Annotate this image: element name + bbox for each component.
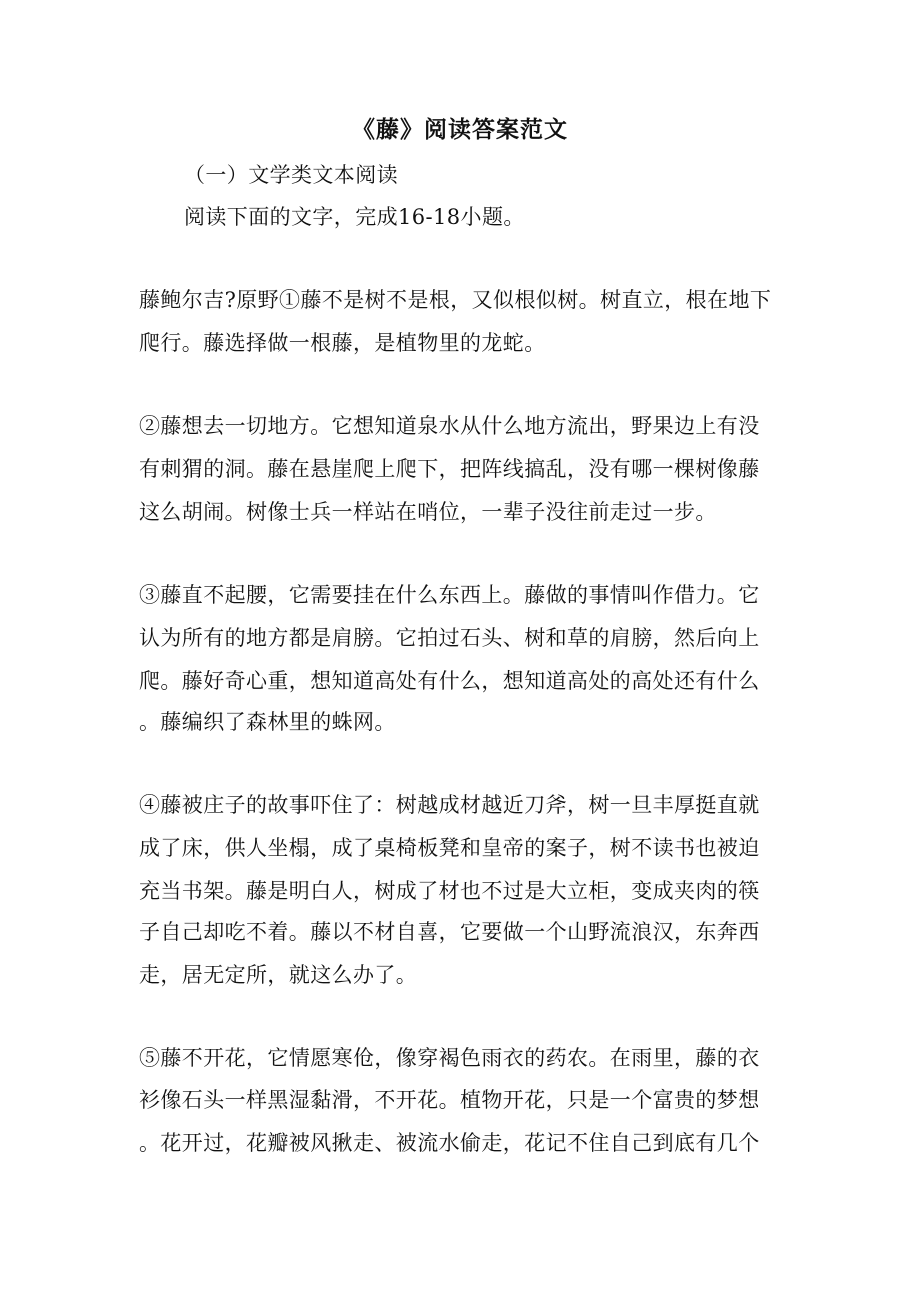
paragraph-line: 成了床，供人坐榻，成了桌椅板凳和皇帝的案子，树不读书也被迫 — [139, 836, 760, 860]
document-title: 《藤》阅读答案范文 — [352, 116, 568, 143]
section-heading: （一）文学类文本阅读 — [184, 163, 398, 187]
paragraph-line: 子自己却吃不着。藤以不材自喜，它要做一个山野流浪汉，东奔西 — [139, 920, 760, 944]
paragraph-line: 爬。藤好奇心重，想知道高处有什么，想知道高处的高处还有什么 — [139, 669, 760, 693]
paragraph-line: ④藤被庄子的故事吓住了：树越成材越近刀斧，树一旦丰厚挺直就 — [139, 793, 760, 817]
paragraph-line: 走，居无定所，就这么办了。 — [139, 963, 418, 987]
instruction-text: 阅读下面的文字，完成16-18小题。 — [184, 205, 525, 229]
paragraph-line: 充当书架。藤是明白人，树成了材也不过是大立柜，变成夹肉的筷 — [139, 879, 760, 903]
paragraph-line: ②藤想去一切地方。它想知道泉水从什么地方流出，野果边上有没 — [139, 414, 760, 438]
paragraph-line: 。藤编织了森林里的蛛网。 — [139, 710, 396, 734]
paragraph-line: 认为所有的地方都是肩膀。它拍过石头、树和草的肩膀，然后向上 — [139, 626, 760, 650]
paragraph-line: 衫像石头一样黑湿黏滑，不开花。植物开花，只是一个富贵的梦想 — [139, 1088, 760, 1112]
paragraph-line: 爬行。藤选择做一根藤，是植物里的龙蛇。 — [139, 331, 546, 355]
paragraph-line: 藤鲍尔吉?原野①藤不是树不是根，又似根似树。树直立，根在地下 — [139, 288, 772, 312]
paragraph-line: ③藤直不起腰，它需要挂在什么东西上。藤做的事情叫作借力。它 — [139, 583, 760, 607]
paragraph-line: ⑤藤不开花，它情愿寒伧，像穿褐色雨衣的药农。在雨里，藤的衣 — [139, 1046, 760, 1070]
paragraph-line: 这么胡闹。树像士兵一样站在哨位，一辈子没往前走过一步。 — [139, 500, 717, 524]
paragraph-line: 。花开过，花瓣被风揪走、被流水偷走，花记不住自己到底有几个 — [139, 1131, 760, 1155]
paragraph-line: 有刺猬的洞。藤在悬崖爬上爬下，把阵线搞乱，没有哪一棵树像藤 — [139, 457, 760, 481]
